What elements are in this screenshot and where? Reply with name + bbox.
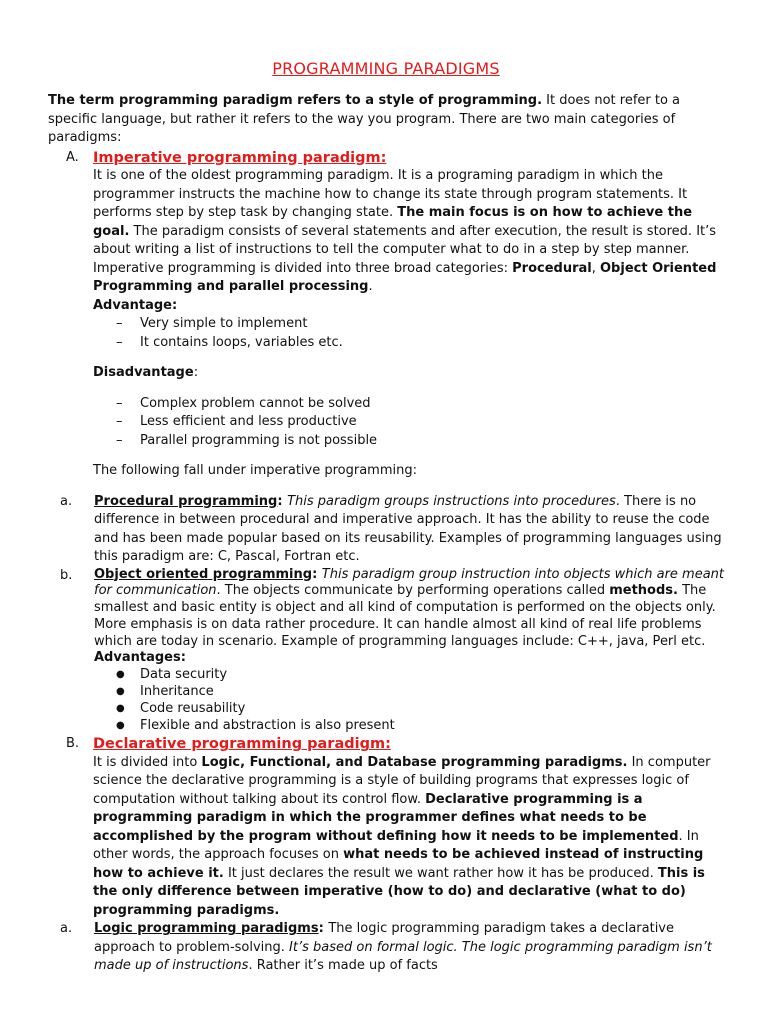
dash-marker: – — [116, 316, 123, 331]
list-item — [116, 684, 724, 701]
subtype-colon: : — [312, 566, 322, 582]
section-b-paragraph — [93, 754, 724, 921]
list-item — [116, 315, 724, 334]
declarative-subtypes-list — [48, 920, 724, 976]
para-text: . — [368, 279, 373, 294]
list-item — [116, 395, 724, 414]
sub-marker: a. — [60, 493, 73, 509]
subtype-paragraph — [94, 493, 724, 567]
subtype-italic: This paradigm groups instructions into procedures — [287, 493, 616, 509]
subtype-bold: methods. — [609, 583, 678, 599]
disadvantage-label-text: Disadvantage — [93, 365, 194, 380]
subtype-colon: : — [318, 921, 329, 937]
list-item-text: Parallel programming is not possible — [140, 432, 378, 448]
dash-marker: – — [116, 414, 123, 429]
advantage-label-text: Advantage: — [93, 297, 178, 313]
subtype-text: . Rather it’s made up of facts — [248, 958, 438, 974]
list-item-text: Data security — [140, 667, 228, 683]
list-item-text: Flexible and abstraction is also present — [140, 717, 395, 733]
para-text: It is one of the oldest programming paradigm. It is a programing paradigm in which the programmer instructs the machine how to change its state through program statements. It performs step by step task by changing state. — [93, 168, 688, 220]
list-item — [116, 718, 724, 735]
oop-advantages-list — [94, 667, 724, 734]
subtype-text: The smallest and basic entity is object and all kind of computation is performed on the objects only. More emphasis is on data rather procedure. It can handle almost all kind of real life problems which are today in scenario. Example of programming languages include: C++, java, Perl etc. — [94, 583, 716, 649]
section-a-heading — [48, 149, 724, 168]
list-item-text: It contains loops, variables etc. — [140, 334, 343, 350]
para-bold: Object Oriented Programming and parallel processing — [93, 260, 717, 294]
para-bold: The main focus is on how to achieve the goal. — [93, 205, 693, 239]
section-b-body — [48, 754, 724, 921]
sub-marker: b. — [60, 567, 73, 583]
advantage-list — [93, 315, 724, 352]
list-item — [116, 667, 724, 684]
subtype-heading: Procedural programming — [94, 493, 278, 509]
subtype-text: The logic programming paradigm takes a declarative approach to problem-solving. — [94, 921, 674, 955]
para-bold: Declarative programming is a programming paradigm in which the programmer defines what needs to be accomplished by the program without defining how it needs to be implemented — [93, 791, 679, 844]
disadvantage-list — [93, 395, 724, 451]
intro-bold: The term programming paradigm refers to a style of programming. — [48, 93, 543, 108]
subtype-colon: : — [277, 493, 288, 509]
dash-marker: – — [116, 395, 123, 411]
oop-advantages-label — [94, 650, 724, 667]
para-bold: what needs to be achieved instead of instructing how to achieve it. — [93, 847, 704, 881]
bullet-marker: ● — [116, 669, 125, 681]
para-text: , — [591, 260, 600, 276]
section-a-body — [48, 167, 724, 493]
list-item-text: Code reusability — [140, 700, 246, 716]
subtype-text: . The objects communicate by performing operations called — [216, 583, 610, 599]
list-item — [116, 413, 724, 432]
subtype-oop — [48, 567, 724, 735]
dash-marker: – — [116, 432, 123, 448]
disadvantage-colon: : — [193, 365, 199, 380]
subtype-paragraph — [94, 920, 724, 976]
section-b-title: Declarative programming paradigm: — [93, 736, 391, 753]
intro-text: It does not refer to a specific language, but rather it refers to the way you program. There are two main categories of paradigms: — [48, 93, 681, 145]
list-item-text: Very simple to implement — [140, 316, 308, 331]
para-text: It just declares the result we want rather how it has be produced. — [223, 865, 658, 881]
list-item — [116, 334, 724, 353]
intro-paragraph — [48, 92, 724, 148]
bullet-marker: ● — [116, 702, 125, 714]
subtype-logic — [48, 920, 724, 976]
para-bold: Logic, Functional, and Database programming paradigms. — [201, 754, 628, 770]
subtype-procedural — [48, 493, 724, 567]
list-item-text: Inheritance — [140, 684, 214, 700]
para-bold: This is the only difference between imperative (how to do) and declarative (what to do) programming paradigms. — [93, 865, 705, 918]
advantage-label — [93, 297, 724, 316]
page-title: PROGRAMMING PARADIGMS — [272, 59, 500, 78]
list-item-text: Complex problem cannot be solved — [140, 395, 371, 411]
para-text: The paradigm consists of several statements and after execution, the result is stored. It’s about writing a list of instructions to tell the computer what to do in a step by step manner. Imperative programming is divided into three broad categories: — [93, 223, 717, 276]
subtype-heading: Logic programming paradigms — [94, 921, 319, 937]
subtype-italic: It’s based on formal logic. The logic programming paradigm isn’t made up of instructions — [94, 939, 712, 974]
para-text: It is divided into — [93, 754, 202, 770]
section-a-paragraph — [93, 167, 724, 297]
oop-advantages-label-text: Advantages: — [94, 650, 186, 666]
section-a-letter: A. — [66, 149, 79, 165]
following-text: The following fall under imperative programming: — [93, 463, 417, 478]
list-item — [116, 432, 724, 451]
imperative-subtypes-list — [48, 493, 724, 735]
sub-marker: a. — [60, 921, 73, 937]
bullet-marker: ● — [116, 686, 125, 698]
para-bold: Procedural — [512, 260, 592, 276]
section-b-heading — [48, 735, 724, 754]
disadvantage-label — [93, 364, 724, 383]
bullet-marker: ● — [116, 719, 125, 731]
list-item-text: Less efficient and less productive — [140, 414, 357, 429]
subtype-italic: This paradigm group instruction into objects which are meant for communication — [94, 566, 725, 599]
section-b-letter: B. — [66, 736, 80, 752]
section-a-title: Imperative programming paradigm: — [93, 149, 387, 166]
subtype-heading: Object oriented programming — [94, 566, 313, 582]
para-text: . In other words, the approach focuses on — [93, 828, 699, 863]
subtype-paragraph — [94, 567, 724, 651]
list-item — [116, 701, 724, 718]
dash-marker: – — [116, 334, 123, 350]
para-text: In computer science the declarative programming is a style of building programs that expresses logic of computation without talking about its control flow. — [93, 754, 711, 807]
subtype-text: . There is no difference in between procedural and imperative approach. It has the ability to reuse the code and has been made popular based on its reusability. Examples of programming languages using this paradigm are: C, Pascal, Fortran etc. — [94, 493, 722, 564]
